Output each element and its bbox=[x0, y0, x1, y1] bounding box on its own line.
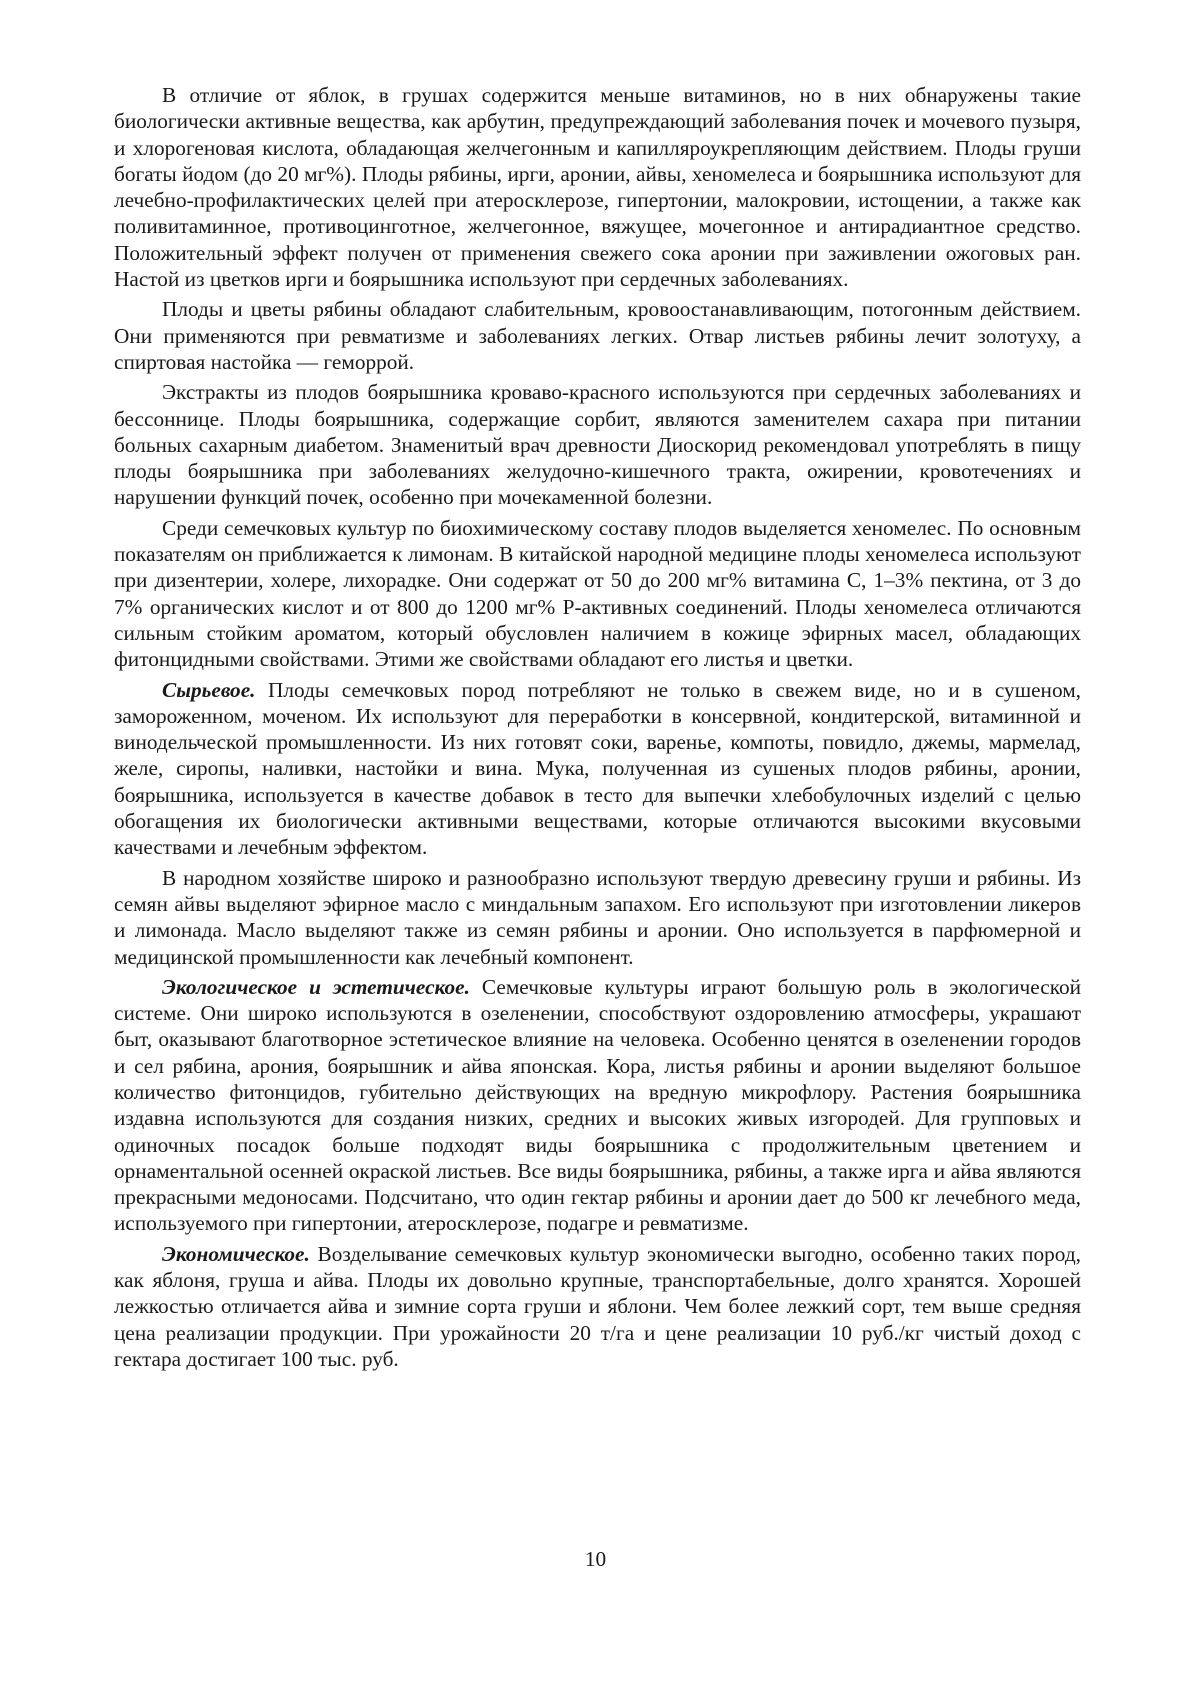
paragraph-text: В отличие от яблок, в грушах содержится меньше витаминов, но в них обнаружены такие биологически активные вещества, как арбутин, предупреждающий заболевания почек и мочевого пузыря, и хлорогеновая кислота, обладающая желчегонным и капилляроукрепляющим действием. Плоды груши богаты йодом (до 20 мг%). Плоды рябины, ирги, аронии, айвы, хеномелеса и боярышника используют для лечебно-профилактических целей при атеросклерозе, гипертонии, малокровии, истощении, а также как поливитаминное, противоцинготное, желчегонное, вяжущее, мочегонное и антирадиантное средство. Положительный эффект получен от применения свежего сока аронии при заживлении ожоговых ран. Настой из цветков ирги и боярышника используют при сердечных заболеваниях. bbox=[114, 83, 1081, 292]
paragraph bbox=[114, 515, 1081, 673]
paragraph-text: Плоды и цветы рябины обладают слабительным, кровоостанавливающим, потогонным действием. Они применяются при ревматизме и заболеваниях легких. Отвар листьев рябины лечит золотуху, а спиртовая настойка — геморрой. bbox=[114, 297, 1081, 374]
paragraph-text: В народном хозяйстве широко и разнообразно используют твердую древесину груши и рябины. Из семян айвы выделяют эфирное масло с миндальным запахом. Его используют при изготовлении ликеров и лимонада. Масло выделяют также из семян рябины и аронии. Оно используется в парфюмерной и медицинской промышленности как лечебный компонент. bbox=[114, 865, 1081, 969]
page-number: 10 bbox=[584, 1547, 607, 1571]
paragraph-text: Плоды семечковых пород потребляют не только в свежем виде, но и в сушеном, замороженном, моченом. Их используют для переработки в консервной, кондитерской, витаминной и винодельческой промышленности. Из них готовят соки, варенье, компоты, повидло, джемы, мармелад, желе, сиропы, наливки, настойки и вина. Мука, полученная из сушеных плодов рябины, аронии, боярышника, используется в качестве добавок в тесто для выпечки хлебобулочных изделий с целью обогащения их биологически активными веществами, которые отличаются высокими вкусовыми качествами и лечебным эффектом. bbox=[114, 677, 1081, 860]
page-body bbox=[114, 82, 1081, 1376]
paragraph-text: Семечковые культуры играют большую роль в экологической системе. Они широко используются в озеленении, способствуют оздоровлению атмосферы, украшают быт, оказывают благотворное эстетическое влияние на человека. Особенно ценятся в озеленении городов и сел рябина, арония, боярышник и айва японская. Кора, листья рябины и аронии выделяют большое количество фитонцидов, губительно действующих на вредную микрофлору. Растения боярышника издавна используются для создания низких, средних и высоких живых изгородей. Для групповых и одиночных посадок больше подходят виды боярышника с продолжительным цветением и орнаментальной осенней окраской листьев. Все виды боярышника, рябины, а также ирга и айва являются прекрасными медоносами. Подсчитано, что один гектар рябины и аронии дает до 500 кг лечебного меда, используемого при гипертонии, атеросклерозе, подагре и ревматизме. bbox=[114, 974, 1081, 1236]
paragraph bbox=[114, 379, 1081, 510]
paragraph-text: Экстракты из плодов боярышника кроваво-красного используются при сердечных заболеваниях и бессоннице. Плоды боярышника, содержащие сорбит, являются заменителем сахара при питании больных сахарным диабетом. Знаменитый врач древности Диоскорид рекомендовал употреблять в пищу плоды боярышника при заболеваниях желудочно-кишечного тракта, ожирении, кровотечениях и нарушении функций почек, особенно при мочекаменной болезни. bbox=[114, 380, 1081, 510]
paragraph-ecological bbox=[114, 974, 1081, 1237]
paragraph-text: Среди семечковых культур по биохимическому составу плодов выделяется хеномелес. По основным показателям он приближается к лимонам. В китайской народной медицине плоды хеномелеса используют при дизентерии, холере, лихорадке. Они содержат от 50 до 200 мг% витамина С, 1–3% пектина, от 3 до 7% органических кислот и от 800 до 1200 мг% Р-активных соединений. Плоды хеномелеса отличаются сильным стойким ароматом, который обусловлен наличием в кожице эфирных масел, обладающих фитонцидными свойствами. Этими же свойствами обладают его листья и цветки. bbox=[114, 515, 1081, 672]
paragraph bbox=[114, 865, 1081, 970]
paragraph-lead: Экологическое и эстетическое. bbox=[162, 974, 470, 999]
paragraph bbox=[114, 82, 1081, 292]
paragraph-economic bbox=[114, 1241, 1081, 1372]
paragraph-lead: Экономическое. bbox=[162, 1241, 310, 1266]
paragraph-lead: Сырьевое. bbox=[162, 677, 256, 702]
paragraph-text: Возделывание семечковых культур экономически выгодно, особенно таких пород, как яблоня, груша и айва. Плоды их довольно крупные, транспортабельные, долго хранятся. Хорошей лежкостью отличается айва и зимние сорта груши и яблони. Чем более лежкий сорт, тем выше средняя цена реализации продукции. При урожайности 20 т/га и цене реализации 10 руб./кг чистый доход с гектара достигает 100 тыс. руб. bbox=[114, 1241, 1081, 1371]
paragraph-raw-materials bbox=[114, 677, 1081, 861]
paragraph bbox=[114, 296, 1081, 375]
